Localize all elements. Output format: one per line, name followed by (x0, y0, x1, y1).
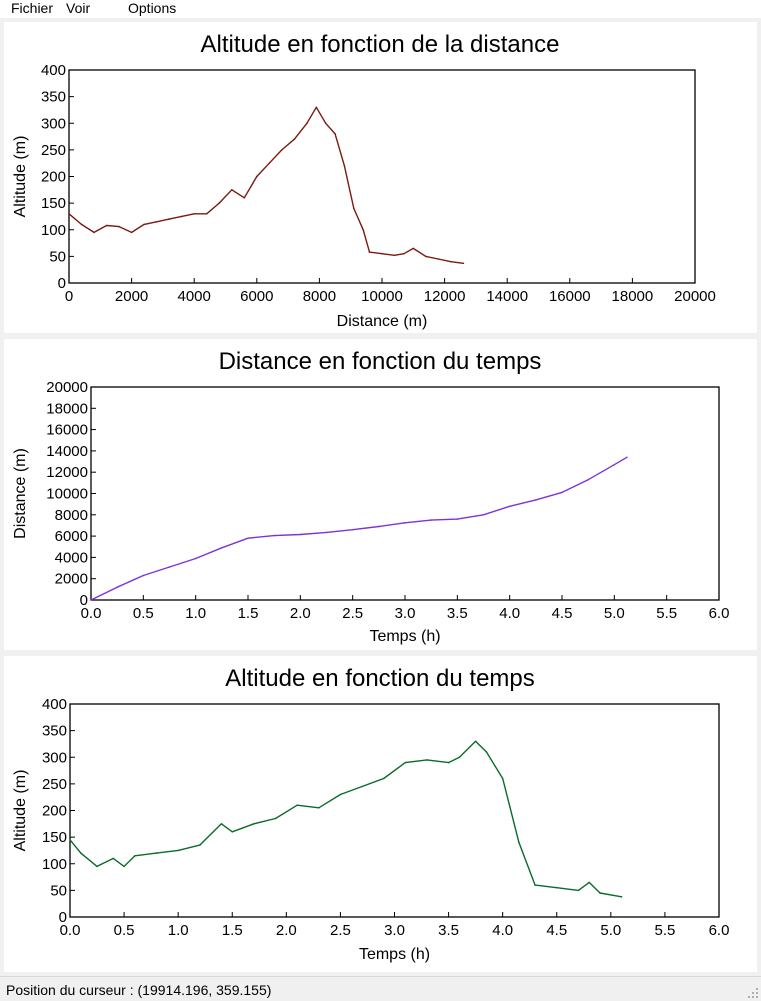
x-tick-label: 1.5 (237, 605, 259, 622)
x-tick-label: 10000 (361, 288, 403, 305)
data-point (425, 256, 427, 258)
data-point (438, 258, 440, 260)
data-point (90, 599, 92, 601)
data-point (362, 229, 364, 231)
data-point (296, 804, 298, 806)
y-tick-label: 0 (58, 909, 67, 926)
y-tick-label: 50 (49, 248, 66, 266)
x-tick-label: 0.0 (80, 605, 102, 622)
data-point (326, 532, 328, 534)
data-point (118, 226, 120, 228)
y-tick-label: 12000 (46, 464, 88, 482)
y-tick-label: 16000 (46, 421, 88, 439)
x-tick-label: 1.5 (221, 922, 243, 939)
x-tick-label: 6.0 (708, 605, 730, 622)
data-point (218, 202, 220, 204)
data-point (578, 890, 580, 892)
data-point (221, 823, 223, 825)
x-tick-label: 20000 (674, 288, 716, 305)
data-point (475, 741, 477, 743)
x-tick-label: 1.0 (185, 605, 207, 622)
y-tick-label: 50 (50, 882, 67, 900)
data-point (599, 892, 601, 894)
x-tick-label: 4.5 (551, 605, 573, 622)
chart-panel-altitude-distance[interactable] (4, 22, 757, 333)
y-tick-label: 250 (40, 141, 66, 159)
chart-altitude-temps[interactable] (4, 656, 757, 972)
data-point (556, 887, 558, 889)
data-point (413, 248, 415, 250)
x-tick-label: 16000 (548, 288, 591, 305)
x-tick-label: 8000 (302, 288, 337, 305)
x-tick-label: 2.5 (329, 922, 351, 939)
plot-frame (70, 704, 719, 917)
data-point (68, 213, 70, 215)
x-tick-label: 3.5 (446, 605, 468, 622)
y-tick-label: 350 (40, 88, 66, 106)
data-point (123, 866, 125, 868)
series-line (91, 457, 627, 600)
y-tick-label: 6000 (54, 528, 88, 546)
menu-fichier[interactable]: Fichier (11, 0, 54, 16)
data-point (206, 213, 208, 215)
y-tick-label: 350 (41, 722, 67, 740)
x-tick-label: 6000 (240, 288, 274, 305)
x-tick-label: 3.0 (394, 605, 416, 622)
data-point (403, 253, 405, 255)
chart-title: Altitude en fonction du temps (225, 665, 535, 692)
y-tick-label: 8000 (54, 506, 88, 524)
data-point (405, 762, 407, 764)
data-point (404, 522, 406, 524)
y-tick-label: 14000 (46, 442, 88, 460)
x-tick-label: 4000 (177, 288, 211, 305)
data-point (378, 526, 380, 528)
data-point (448, 762, 450, 764)
data-point (502, 778, 504, 780)
data-point (626, 457, 628, 459)
chart-panel-distance-temps[interactable] (4, 339, 757, 650)
series-line (69, 107, 463, 263)
data-point (535, 499, 537, 501)
chart-altitude-distance[interactable] (4, 22, 757, 333)
data-point (69, 839, 71, 841)
y-tick-label: 150 (40, 195, 66, 213)
x-axis-label: Distance (m) (336, 313, 428, 330)
data-point (193, 213, 195, 215)
plot-frame (91, 387, 719, 600)
y-tick-label: 100 (40, 221, 66, 239)
x-tick-label: 0 (64, 288, 74, 305)
x-tick-label: 2.0 (289, 605, 311, 622)
data-point (318, 807, 320, 809)
y-tick-label: 250 (41, 775, 67, 793)
data-point (352, 529, 354, 531)
data-point (300, 534, 302, 536)
y-axis-label: Altitude (m) (12, 135, 29, 218)
data-point (353, 208, 355, 210)
data-point (463, 263, 465, 265)
menu-bar (0, 0, 761, 18)
chart-title: Altitude en fonction de la distance (200, 31, 560, 58)
data-point (394, 255, 396, 257)
data-point (247, 537, 249, 539)
data-point (361, 786, 363, 788)
chart-title: Distance en fonction du temps (218, 348, 542, 375)
x-tick-label: 1.0 (167, 922, 189, 939)
x-tick-label: 3.5 (438, 922, 460, 939)
data-point (156, 221, 158, 223)
data-point (269, 162, 271, 164)
y-tick-label: 200 (41, 802, 67, 820)
x-axis-label: Temps (h) (358, 946, 431, 963)
y-tick-label: 0 (79, 592, 88, 609)
data-point (81, 224, 83, 226)
data-point (306, 123, 308, 125)
data-point (450, 261, 452, 263)
data-point (244, 197, 246, 199)
x-tick-label: 0.5 (132, 605, 154, 622)
menu-options[interactable]: Options (128, 0, 177, 16)
data-point (181, 216, 183, 218)
data-point (621, 896, 623, 898)
x-axis-label: Temps (h) (369, 628, 441, 645)
y-tick-label: 4000 (54, 549, 88, 567)
x-tick-label: 4.0 (492, 922, 514, 939)
data-point (509, 506, 511, 508)
plot-frame (69, 70, 695, 283)
x-tick-label: 5.5 (656, 605, 678, 622)
data-point (518, 842, 520, 844)
y-axis-label: Altitude (m) (12, 769, 29, 852)
y-tick-label: 2000 (54, 570, 88, 588)
data-point (256, 176, 258, 178)
data-point (80, 852, 82, 854)
data-point (294, 138, 296, 140)
data-point (221, 547, 223, 549)
data-point (334, 133, 336, 135)
data-point (588, 882, 590, 884)
data-point (177, 850, 179, 852)
x-tick-label: 18000 (611, 288, 654, 305)
y-tick-label: 150 (41, 829, 67, 847)
data-point (325, 123, 327, 125)
data-point (430, 519, 432, 521)
y-tick-label: 400 (41, 696, 67, 713)
data-point (253, 823, 255, 825)
cursor-position-text: Position du curseur : (19914.196, 359.155) (6, 982, 272, 998)
data-point (113, 858, 115, 860)
data-point (483, 514, 485, 516)
data-point (457, 518, 459, 520)
y-axis-label: Distance (m) (12, 448, 29, 539)
data-point (614, 464, 616, 466)
data-point (273, 535, 275, 537)
data-point (143, 224, 145, 226)
x-tick-label: 2000 (114, 288, 149, 305)
data-point (199, 844, 201, 846)
menu-voir[interactable]: Voir (66, 0, 91, 16)
data-point (486, 751, 488, 753)
data-point (459, 757, 461, 759)
x-tick-label: 2.0 (275, 922, 297, 939)
data-point (316, 107, 318, 109)
y-tick-label: 10000 (46, 485, 88, 503)
data-point (231, 189, 233, 191)
data-point (232, 831, 234, 833)
data-point (587, 479, 589, 481)
x-tick-label: 5.0 (600, 922, 622, 939)
y-tick-label: 300 (40, 115, 66, 133)
data-point (106, 225, 108, 227)
x-tick-label: 0.0 (59, 922, 81, 939)
data-point (116, 586, 118, 588)
data-point (340, 794, 342, 796)
y-tick-label: 100 (41, 855, 67, 873)
data-point (369, 251, 371, 253)
x-tick-label: 3.0 (384, 922, 405, 939)
x-tick-label: 5.0 (603, 605, 625, 622)
data-point (281, 149, 283, 151)
x-tick-label: 4.0 (499, 605, 521, 622)
chart-distance-temps[interactable] (4, 339, 757, 650)
status-bar (0, 976, 761, 1001)
x-tick-label: 14000 (486, 288, 529, 305)
series-line (70, 741, 622, 897)
x-tick-label: 0.5 (113, 922, 135, 939)
resize-grip-icon[interactable] (747, 987, 759, 999)
data-point (275, 818, 277, 820)
data-point (195, 558, 197, 560)
data-point (134, 855, 136, 857)
x-tick-label: 2.5 (342, 605, 364, 622)
chart-panel-altitude-temps[interactable] (4, 656, 757, 972)
data-point (169, 566, 171, 568)
y-tick-label: 20000 (46, 379, 88, 396)
data-point (143, 575, 145, 577)
data-point (534, 884, 536, 886)
data-point (381, 253, 383, 255)
data-point (156, 852, 158, 854)
y-tick-label: 18000 (46, 400, 88, 418)
data-point (426, 759, 428, 761)
data-point (93, 232, 95, 234)
y-tick-label: 400 (40, 62, 66, 79)
data-point (168, 218, 170, 220)
y-tick-label: 0 (57, 275, 66, 292)
y-tick-label: 300 (41, 749, 67, 767)
data-point (131, 232, 133, 234)
data-point (561, 492, 563, 494)
y-tick-label: 200 (40, 168, 66, 186)
x-tick-label: 12000 (423, 288, 466, 305)
data-point (344, 165, 346, 167)
data-point (96, 866, 98, 868)
x-tick-label: 6.0 (708, 922, 730, 939)
data-point (383, 778, 385, 780)
x-tick-label: 4.5 (546, 922, 568, 939)
x-tick-label: 5.5 (654, 922, 676, 939)
